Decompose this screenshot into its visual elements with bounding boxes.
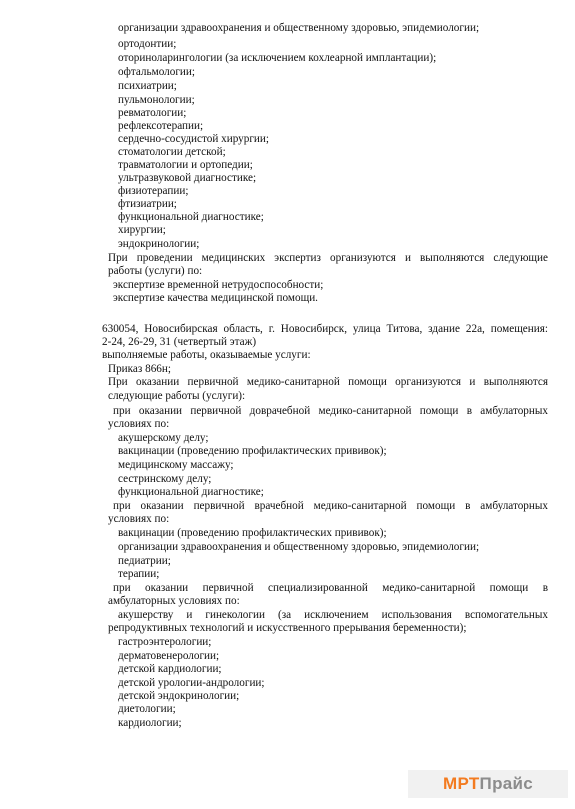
text-line: условиях по: (108, 418, 170, 430)
text-line: рефлексотерапии; (118, 120, 204, 132)
text-line: репродуктивных технологий и искусственного прерывания беременности); (108, 622, 467, 634)
text-line: работы (услуги) по: (108, 265, 203, 277)
text-line: пульмонологии; (118, 94, 195, 106)
text-line: При оказании первичной медико-санитарной помощи организуются и выполняются (108, 376, 548, 388)
text-line: ревматологии; (118, 107, 187, 119)
text-line: вакцинации (проведению профилактических прививок); (118, 445, 387, 457)
text-line: травматологии и ортопедии; (118, 159, 253, 171)
text-line: ортодонтии; (118, 38, 177, 50)
text-line: дерматовенерологии; (118, 650, 220, 662)
text-line: терапии; (118, 568, 160, 580)
text-line: ультразвуковой диагностике; (118, 172, 257, 184)
text-line: условиях по: (108, 513, 170, 525)
text-line: вакцинации (проведению профилактических прививок); (118, 527, 387, 539)
text-line: 2-24, 26-29, 31 (четвертый этаж) (102, 336, 257, 348)
text-line: экспертизе качества медицинской помощи. (113, 292, 318, 304)
text-line: организации здравоохранения и общественному здоровью, эпидемиологии; (118, 541, 480, 553)
text-line: педиатрии; (118, 555, 171, 567)
text-line: следующие работы (услуги): (108, 390, 246, 402)
text-line: при оказании первичной врачебной медико-санитарной помощи в амбулаторных (113, 500, 548, 512)
text-line: экспертизе временной нетрудоспособности; (113, 279, 324, 291)
text-line: функциональной диагностике; (118, 486, 264, 498)
text-line: выполняемые работы, оказываемые услуги: (102, 349, 311, 361)
text-line: кардиологии; (118, 717, 182, 729)
watermark-part-2: Прайс (479, 774, 534, 793)
text-line: функциональной диагностике; (118, 211, 264, 223)
text-line: акушерству и гинекологии (за исключением использования вспомогательных (118, 609, 548, 621)
text-line: амбулаторных условиях по: (108, 595, 240, 607)
text-line: При проведении медицинских экспертиз организуются и выполняются следующие (108, 252, 548, 264)
mrtprice-watermark-logo (408, 770, 568, 798)
text-line: при оказании первичной специализированной медико-санитарной помощи в (113, 582, 548, 594)
text-line: сердечно-сосудистой хирургии; (118, 133, 270, 145)
text-line: детской кардиологии; (118, 663, 222, 675)
text-line: физиотерапии; (118, 185, 189, 197)
text-line: Приказ 866н; (108, 363, 171, 375)
text-line: детской эндокринологии; (118, 690, 240, 702)
text-line: эндокринологии; (118, 238, 200, 250)
text-line: хирургии; (118, 224, 166, 236)
text-line: гастроэнтерологии; (118, 636, 212, 648)
text-line: 630054, Новосибирская область, г. Новосибирск, улица Титова, здание 22а, помещения: (102, 323, 548, 335)
text-line: оториноларингологии (за исключением кохлеарной имплантации); (118, 52, 437, 64)
text-line: фтизиатрии; (118, 198, 177, 210)
text-line: при оказании первичной доврачебной медико-санитарной помощи в амбулаторных (113, 405, 548, 417)
text-line: акушерскому делу; (118, 432, 209, 444)
text-line: детской урологии-андрологии; (118, 677, 265, 689)
text-line: медицинскому массажу; (118, 459, 234, 471)
text-line: организации здравоохранения и общественному здоровью, эпидемиологии; (118, 22, 480, 34)
text-line: сестринскому делу; (118, 473, 212, 485)
text-line: офтальмологии; (118, 66, 195, 78)
text-line: стоматологии детской; (118, 146, 226, 158)
text-line: диетологии; (118, 703, 176, 715)
text-line: психиатрии; (118, 80, 177, 92)
watermark-part-1: МРТ (442, 774, 480, 793)
